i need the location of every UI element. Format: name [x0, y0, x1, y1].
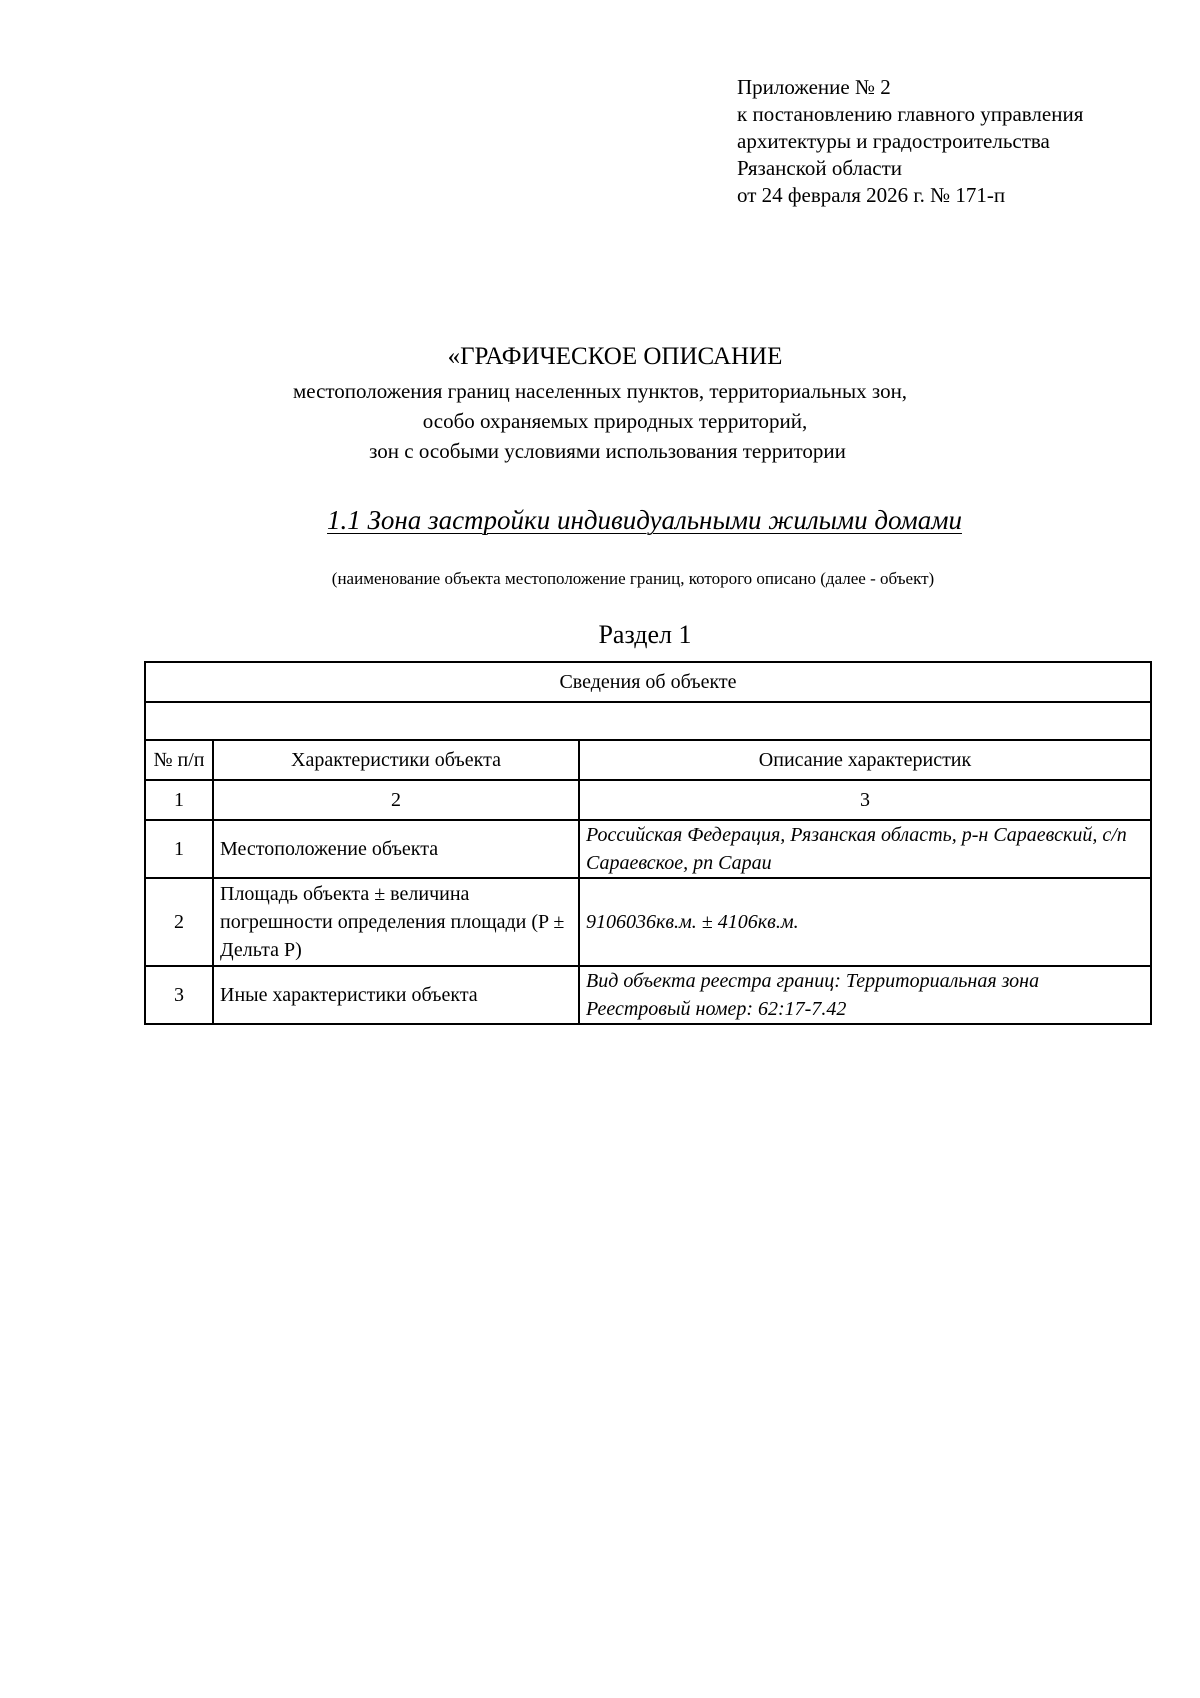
row-number: 2	[145, 878, 213, 966]
section-title: Раздел 1	[598, 620, 692, 649]
document-title-block	[0, 338, 1200, 466]
object-info-table	[144, 661, 1152, 1025]
empty-cell	[145, 702, 1151, 740]
column-header-description: Описание характеристик	[579, 740, 1151, 780]
row-description: 9106036кв.м. ± 4106кв.м.	[579, 878, 1151, 966]
appendix-line: архитектуры и градостроительства	[737, 129, 1050, 153]
appendix-line: Приложение № 2	[737, 75, 891, 99]
row-description: Российская Федерация, Рязанская область, р-н Сараевский, с/п Сараевское, рп Сараи	[579, 820, 1151, 878]
table-column-header-row	[145, 740, 1151, 780]
appendix-line: к постановлению главного управления	[737, 102, 1084, 126]
row-description-line: Вид объекта реестра границ: Территориальная зона	[586, 970, 1040, 992]
column-number: 2	[213, 780, 579, 820]
table-row	[145, 820, 1151, 878]
document-title: «ГРАФИЧЕСКОЕ ОПИСАНИЕ	[447, 343, 783, 370]
row-number: 3	[145, 966, 213, 1024]
table-row	[145, 878, 1151, 966]
row-characteristic: Местоположение объекта	[213, 820, 579, 878]
row-characteristic: Площадь объекта ± величина погрешности определения площади (P ± Дельта P)	[213, 878, 579, 966]
row-number: 1	[145, 820, 213, 878]
subtitle-line: зон с особыми условиями использования территории	[369, 439, 846, 463]
table-row	[145, 966, 1151, 1024]
row-description	[579, 966, 1151, 1024]
appendix-header	[737, 74, 1083, 209]
subtitle-line: местоположения границ населенных пунктов, территориальных зон,	[292, 379, 908, 403]
document-subtitle	[0, 376, 1200, 466]
column-header-characteristic: Характеристики объекта	[213, 740, 579, 780]
column-number: 1	[145, 780, 213, 820]
row-description-line: Реестровый номер: 62:17-7.42	[586, 998, 847, 1020]
column-number: 3	[579, 780, 1151, 820]
appendix-line: Рязанской области	[737, 156, 903, 180]
appendix-line: от 24 февраля 2026 г. № 171-п	[737, 183, 1006, 207]
object-name: 1.1 Зона застройки индивидуальными жилыми домами	[327, 505, 962, 535]
row-characteristic: Иные характеристики объекта	[213, 966, 579, 1024]
subtitle-line: особо охраняемых природных территорий,	[422, 409, 808, 433]
column-header-num: № п/п	[145, 740, 213, 780]
table-header-row	[145, 662, 1151, 702]
object-caption: (наименование объекта местоположение границ, которого описано (далее - объект)	[331, 569, 935, 588]
table-empty-row	[145, 702, 1151, 740]
table-header: Сведения об объекте	[145, 662, 1151, 702]
table-column-number-row	[145, 780, 1151, 820]
